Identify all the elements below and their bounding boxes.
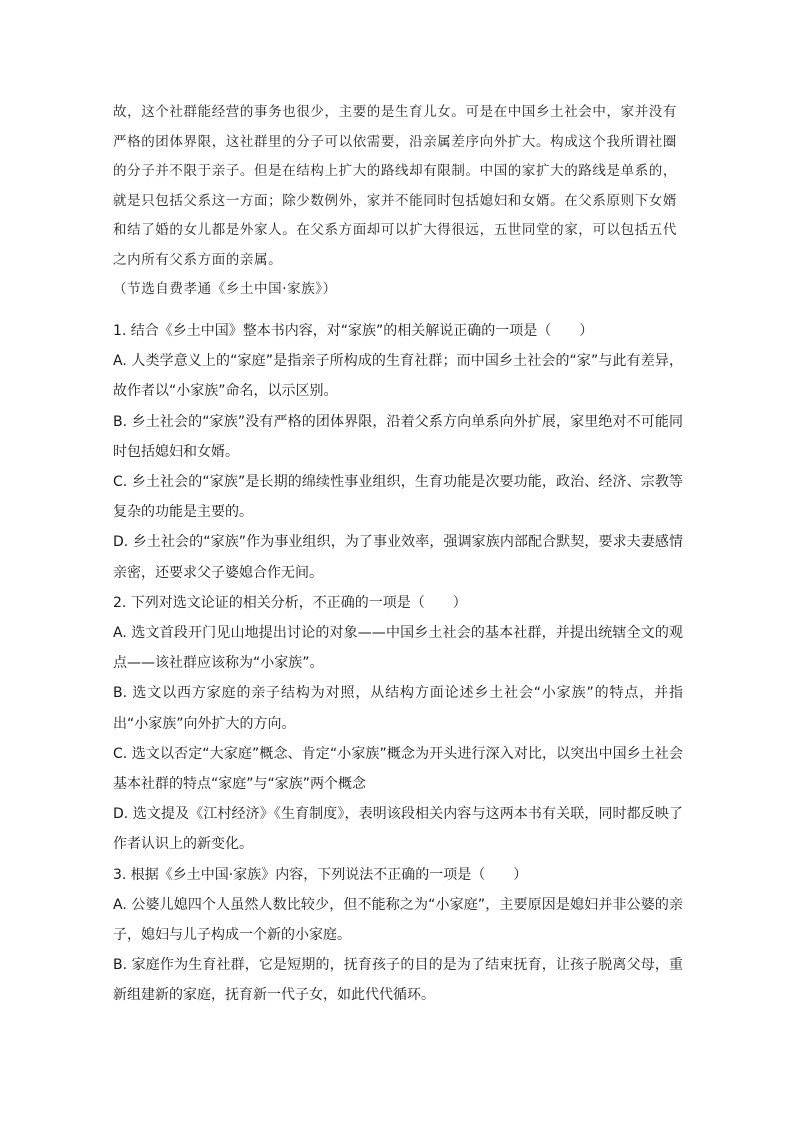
question-option: D. 乡土社会的“家族”作为事业组织，为了事业效率，强调家族内部配合默契，要求夫妻感情亲密，还要求父子婆媳合作无间。 [113, 534, 683, 581]
question-option: A. 公婆儿媳四个人虽然人数比较少，但不能称之为“小家庭”，主要原因是媳妇并非公婆的亲子，媳妇与儿子构成一个新的小家庭。 [113, 896, 683, 944]
question-1 [113, 316, 683, 588]
question-stem: 2. 下列对选文论证的相关分析，不正确的一项是（ ） [113, 594, 467, 611]
passage-line: 的分子并不限于亲子。但是在结构上扩大的路线却有限制。中国的家扩大的路线是单系的， [113, 163, 677, 179]
question-stem: 3. 根据《乡土中国·家族》内容，下列说法不正确的一项是（ ） [113, 866, 528, 883]
question-option: A. 人类学意义上的“家庭”是指亲子所构成的生育社群；而中国乡土社会的“家”与此有差异，故作者以“小家族”命名，以示区别。 [113, 353, 683, 400]
question-3 [113, 860, 683, 1011]
question-option: C. 选文以否定“大家庭”概念、肯定“小家族”概念为开头进行深入对比，以突出中国乡土社会基本社群的特点“家庭”与“家族”两个概念 [113, 745, 683, 793]
question-stem: 1. 结合《乡土中国》整本书内容，对“家族”的相关解说正确的一项是（ ） [113, 323, 594, 339]
passage-source: （节选自费孝通《乡土中国·家族》） [113, 281, 337, 297]
question-option: B. 家庭作为生育社群，它是短期的，抚育孩子的目的是为了结束抚育，让孩子脱离父母，重新组建新的家庭，抚育新一代子女，如此代代循环。 [113, 957, 683, 1004]
passage-line: 严格的团体界限，这社群里的分子可以依需要，沿亲属差序向外扩大。构成这个我所谓社圈 [113, 133, 677, 150]
question-list [113, 316, 683, 1011]
question-option: A. 选文首段开门见山地提出讨论的对象——中国乡土社会的基本社群，并提出统辖全文的观点——该社群应该称为“小家族”。 [113, 625, 683, 672]
passage-line: 和结了婚的女儿都是外家人。在父系方面却可以扩大得很远，五世同堂的家，可以包括五代 [113, 222, 677, 238]
passage-excerpt [113, 98, 683, 305]
question-option: C. 乡土社会的“家族”是长期的绵续性事业组织，生育功能是次要功能，政治、经济、宗教等复杂的功能是主要的。 [113, 474, 683, 521]
passage-line: 之内所有父系方面的亲属。 [113, 251, 283, 268]
question-2 [113, 588, 683, 860]
question-option: B. 选文以西方家庭的亲子结构为对照，从结构方面论述乡土社会“小家族”的特点，并指出“小家族”向外扩大的方向。 [113, 685, 683, 732]
passage-line: 故，这个社群能经营的事务也很少，主要的是生育儿女。可是在中国乡土社会中，家并没有 [113, 104, 677, 120]
question-option: D. 选文提及《江村经济》《生育制度》，表明该段相关内容与这两本书有关联，同时都反映了作者认识上的新变化。 [113, 806, 683, 853]
question-option: B. 乡土社会的“家族”没有严格的团体界限，沿着父系方向单系向外扩展，家里绝对不可能同时包括媳妇和女婿。 [113, 413, 683, 460]
passage-line: 就是只包括父系这一方面；除少数例外，家并不能同时包括媳妇和女婿。在父系原则下女婿 [113, 192, 677, 209]
